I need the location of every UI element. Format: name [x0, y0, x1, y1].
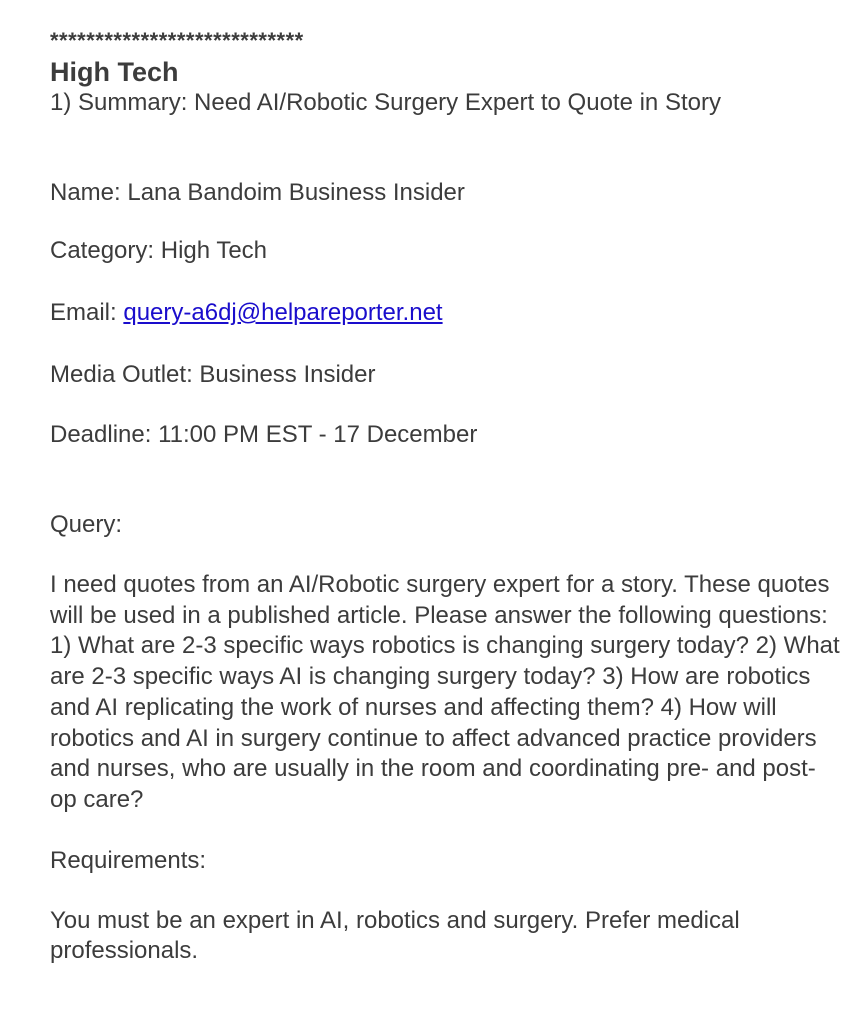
requirements-body: You must be an expert in AI, robotics and surgery. Prefer medical professionals. — [50, 906, 740, 965]
email-label: Email: — [50, 299, 117, 326]
category-heading: High Tech — [50, 57, 179, 87]
deadline-label: Deadline: — [50, 421, 152, 448]
category-value: High Tech — [160, 237, 268, 264]
name-label: Name: — [50, 179, 121, 206]
media-outlet-row — [50, 360, 840, 390]
media-outlet-label: Media Outlet: — [50, 361, 193, 388]
query-body: I need quotes from an AI/Robotic surgery expert for a story. These quotes will be used in a published article. Please answer the following questions: 1) What are 2-3 specific ways robotics is changing surgery today? 2) What are 2-3 specific ways AI is changing surgery today? 3) How are robotics and AI replicating the work of nurses and affecting them? 4) How will robotics and AI in surgery continue to affect advanced practice providers and nurses, who are usually in the room and coordinating pre- and post-op care? — [50, 571, 840, 813]
media-outlet-value: Business Insider — [199, 361, 376, 388]
requirements-label: Requirements: — [50, 846, 207, 874]
email-body — [50, 30, 840, 967]
summary-line: 1) Summary: Need AI/Robotic Surgery Expert to Quote in Story — [50, 89, 721, 116]
name-row — [50, 178, 840, 208]
deadline-value: 11:00 PM EST - 17 December — [158, 421, 478, 448]
category-label: Category: — [50, 237, 155, 264]
category-row — [50, 236, 840, 266]
separator-line: **************************** — [50, 28, 304, 53]
deadline-row — [50, 420, 840, 450]
email-link[interactable]: query-a6dj@helpareporter.net — [123, 299, 443, 326]
email-row — [50, 298, 840, 328]
name-value: Lana Bandoim Business Insider — [127, 179, 465, 206]
query-label: Query: — [50, 511, 123, 538]
